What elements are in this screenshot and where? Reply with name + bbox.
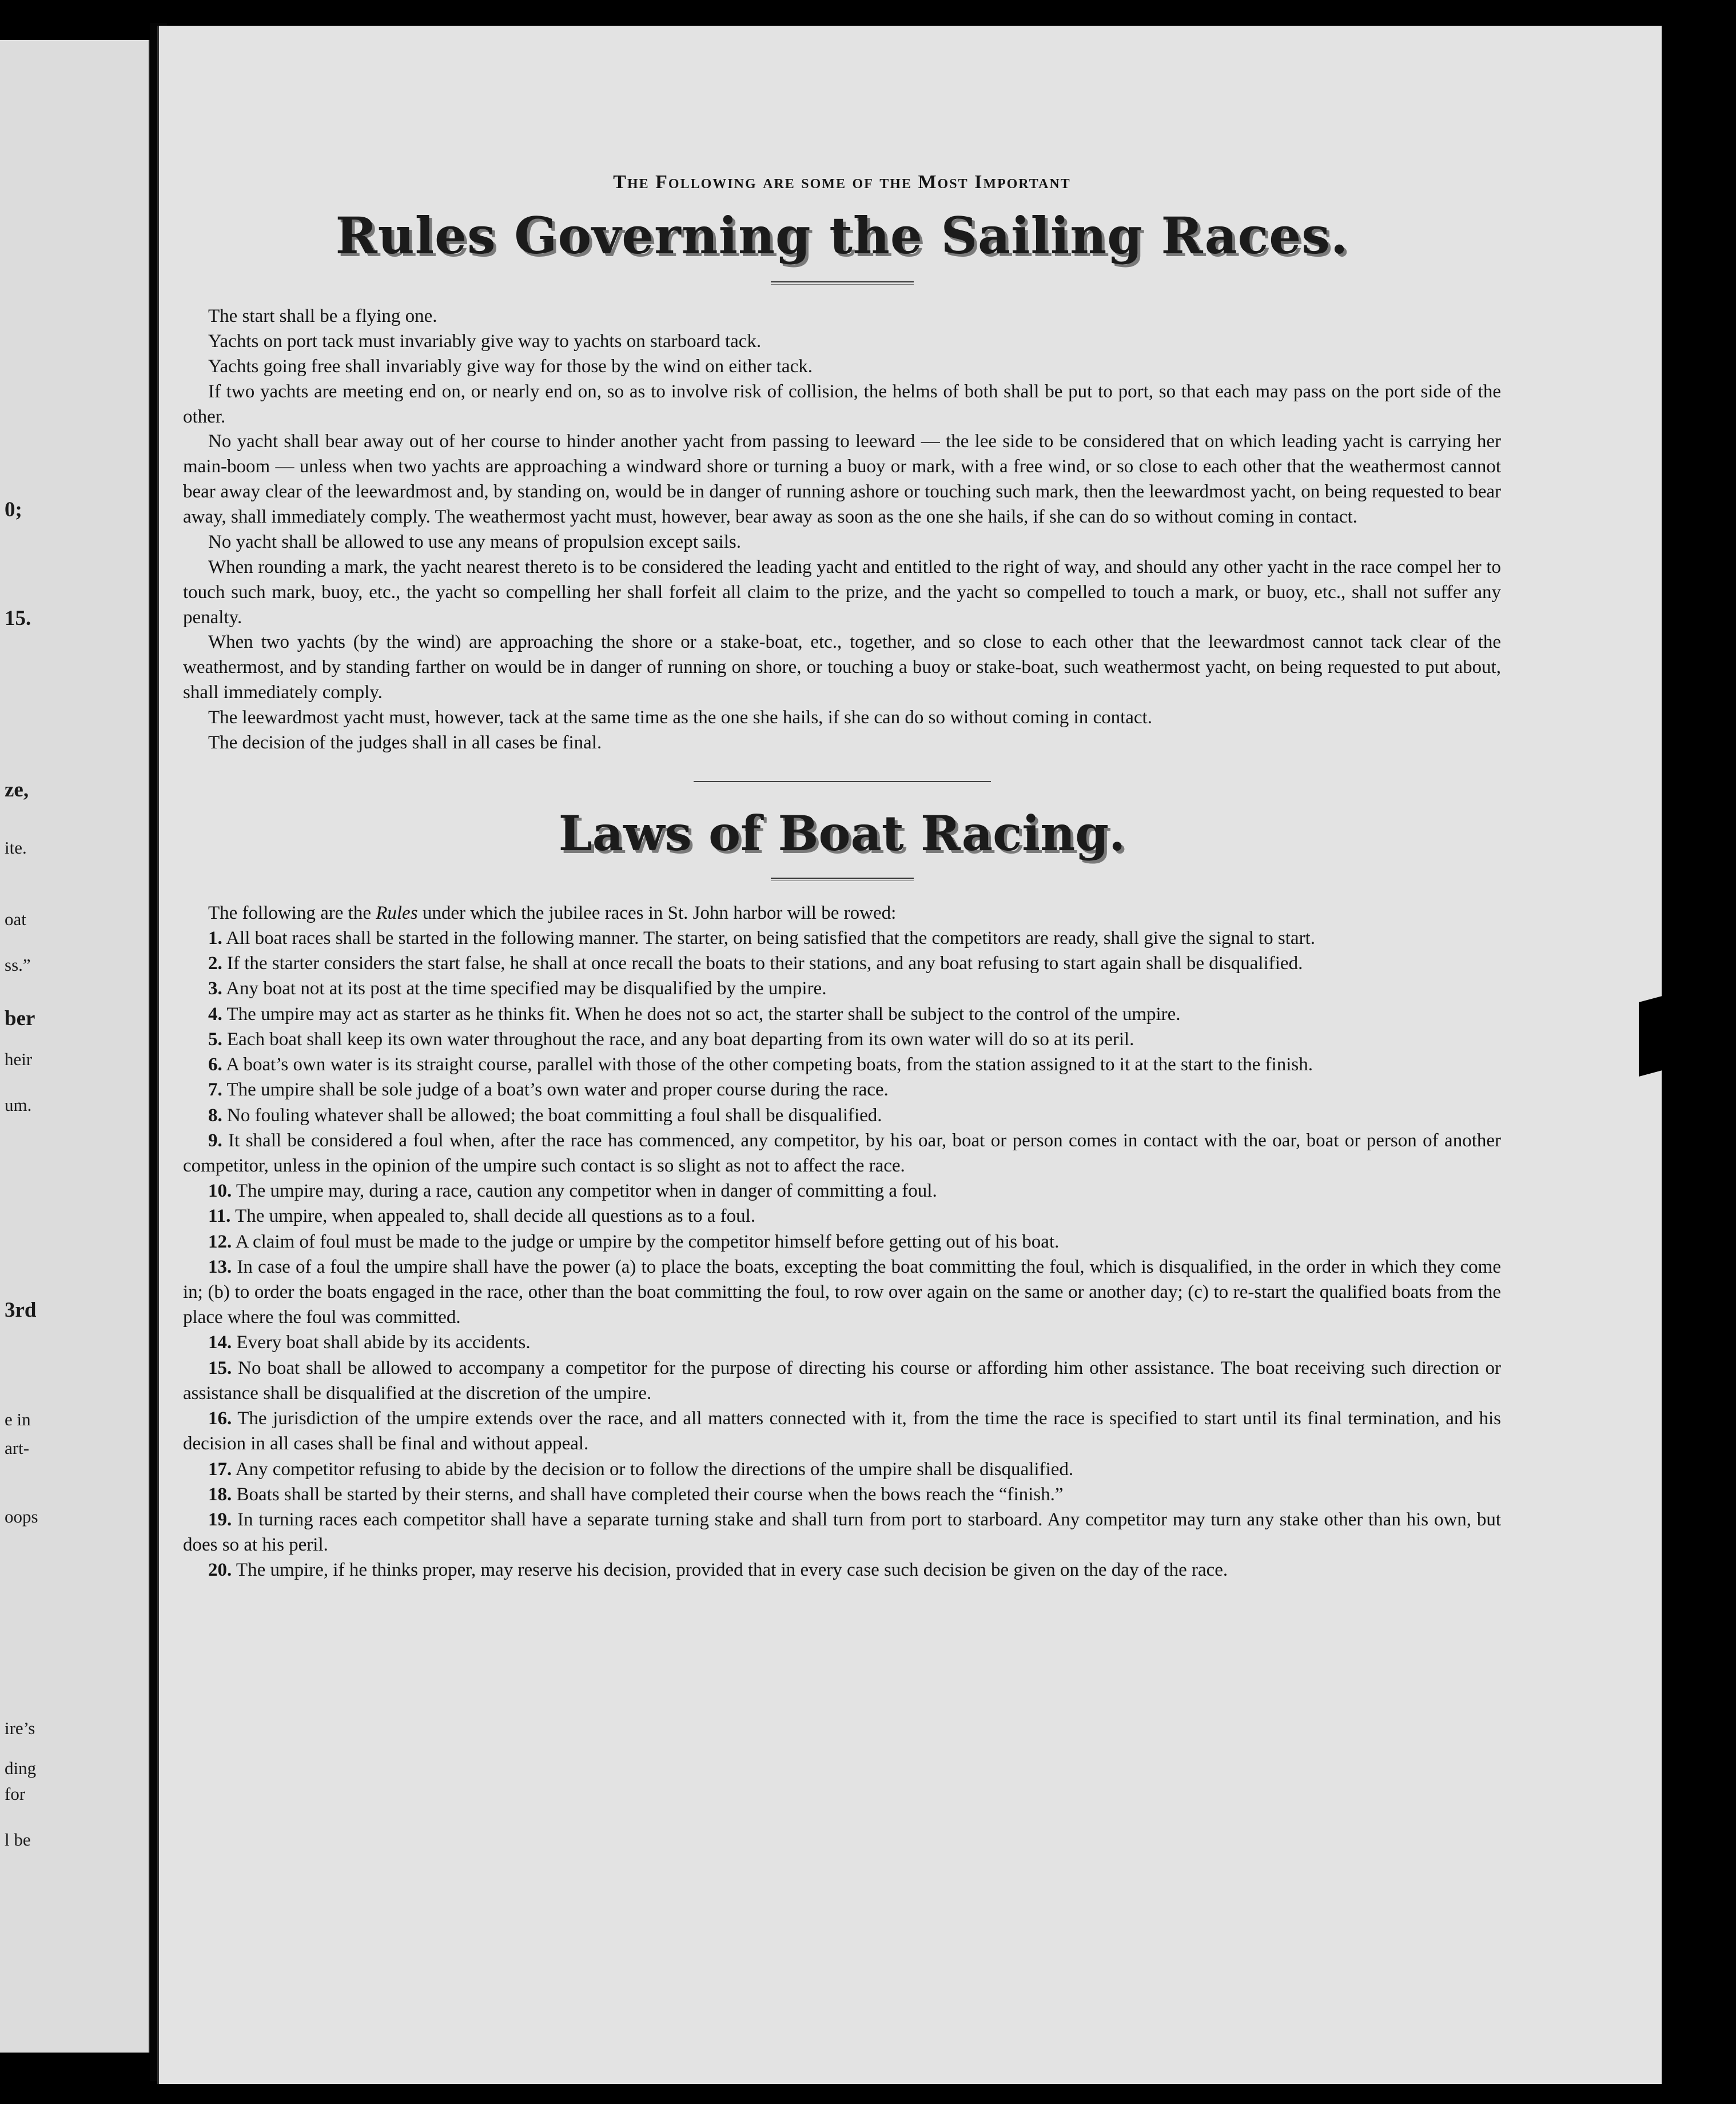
law-item [183, 926, 1501, 951]
left-fragment: ber [5, 1007, 35, 1030]
sailing-rule-paragraph: If two yachts are meeting end on, or nearly end on, so as to involve risk of collision, the helms of both shall be put to port, so that each may pass on the port side of the other. [183, 381, 1501, 427]
law-item [183, 1103, 1501, 1128]
law-item [183, 1254, 1501, 1330]
law-number: 15. [208, 1357, 232, 1378]
law-item [183, 1077, 1501, 1102]
left-fragment: 15. [5, 607, 31, 630]
law-item [183, 1128, 1501, 1178]
law-item [183, 1356, 1501, 1406]
law-number: 11. [208, 1206, 231, 1227]
page-tear [1639, 993, 1673, 1077]
sailing-rule-paragraph: Yachts going free shall invariably give way for those by the wind on either tack. [208, 356, 813, 377]
sailing-rule-paragraph: The decision of the judges shall in all cases be final. [208, 732, 602, 753]
left-fragment: for [5, 1784, 26, 1804]
law-number: 16. [208, 1408, 232, 1429]
law-item [183, 1557, 1501, 1583]
law-item [183, 1052, 1501, 1077]
law-number: 5. [208, 1029, 222, 1050]
title-divider [771, 281, 914, 285]
law-item [183, 1406, 1501, 1456]
law-number: 3. [208, 978, 222, 999]
law-number: 19. [208, 1509, 232, 1530]
law-item [183, 951, 1501, 976]
law-text: Any competitor refusing to abide by the decision or to follow the directions of the umpire shall be disqualified. [235, 1459, 1074, 1480]
left-fragment: oops [5, 1507, 38, 1527]
sailing-rule-paragraph: No yacht shall bear away out of her course to hinder another yacht from passing to leeward — the lee side to be considered that on which leading yacht is carrying her main-boom — unless when two yachts are approaching a windward shore or turning a buoy or mark, with a free wind, or so close to each other that the weathermost cannot bear away clear of the leewardmost and, by standing on, would be in danger of running ashore or touching such mark, then the leewardmost yacht, on being requested to bear away, shall immediately comply. The weathermost yacht must, however, bear away as soon as the one she hails, if she can do so without coming in contact. [183, 431, 1501, 527]
left-fragment: heir [5, 1049, 33, 1069]
law-number: 7. [208, 1079, 222, 1101]
law-text: It shall be considered a foul when, after the race has commenced, any competitor, by his oar, boat or person comes in contact with the oar, boat or person of another competitor, unless in the opinion of the umpire such contact is so slight as not to affect the race. [183, 1130, 1502, 1176]
left-fragment: ite. [5, 838, 27, 858]
law-number: 18. [208, 1484, 232, 1505]
law-number: 9. [208, 1130, 222, 1151]
law-item [183, 1457, 1501, 1482]
law-text: The umpire may, during a race, caution any competitor when in danger of committing a foul. [236, 1181, 937, 1202]
sailing-rules-title: Rules Governing the Sailing Races. [335, 206, 1349, 265]
law-number: 10. [208, 1181, 232, 1202]
left-fragment: um. [5, 1095, 32, 1115]
law-text: No boat shall be allowed to accompany a competitor for the purpose of directing his course or affording him other assistance. The boat receiving such direction or assistance shall be disqualified at the discretion of the umpire. [183, 1357, 1501, 1404]
law-text: All boat races shall be started in the following manner. The starter, on being satisfied that the competitors are ready, shall give the signal to start. [226, 927, 1315, 949]
law-number: 12. [208, 1231, 232, 1252]
boat-racing-title: Laws of Boat Racing. [558, 804, 1126, 862]
law-text: The umpire, if he thinks proper, may reserve his decision, provided that in every case such decision be given on the day of the race. [236, 1560, 1228, 1581]
law-text: In case of a foul the umpire shall have the power (a) to place the boats, excepting the boat committing the foul, which is disqualified, in the order in which they come in; (b) to order the boats engaged in the race, other than the boat committing the foul, to row over again on the same or another day; (c) to re-start the qualified boats from the place where the foul was committed. [183, 1256, 1502, 1328]
law-text: Any boat not at its post at the time specified may be disqualified by the umpire. [226, 978, 827, 999]
sailing-rule-paragraph: When rounding a mark, the yacht nearest thereto is to be considered the leading yacht and entitled to the right of way, and should any other yacht in the race compel her to touch such mark, buoy, etc., the yacht so compelling her shall forfeit all claim to the prize, and the yacht so compelled to touch a mark, or buoy, etc., shall not suffer any penalty. [183, 556, 1501, 628]
laws-intro-emphasis: Rules [376, 902, 418, 923]
law-number: 20. [208, 1560, 232, 1581]
law-text: The umpire, when appealed to, shall decide all questions as to a foul. [235, 1206, 756, 1227]
law-number: 4. [208, 1003, 222, 1025]
law-number: 14. [208, 1332, 232, 1353]
law-text: If the starter considers the start false, he shall at once recall the boats to their stations, and any boat refusing to start again shall be disqualified. [227, 953, 1303, 974]
left-fragment: ire’s [5, 1718, 35, 1738]
law-number: 17. [208, 1459, 232, 1480]
law-item [183, 1002, 1501, 1027]
law-item [183, 1229, 1501, 1254]
law-text: A claim of foul must be made to the judge or umpire by the competitor himself before getting out of his boat. [235, 1231, 1060, 1252]
law-text: The umpire shall be sole judge of a boat’s own water and proper course during the race. [226, 1079, 889, 1101]
left-fragment: ss.” [5, 955, 31, 975]
law-item [183, 1204, 1501, 1229]
kicker-line [183, 172, 1501, 193]
left-fragment: 3rd [5, 1298, 37, 1322]
law-text: Each boat shall keep its own water throughout the race, and any boat departing from its own water will do so at its peril. [227, 1029, 1134, 1050]
sailing-rule-paragraph: No yacht shall be allowed to use any means of propulsion except sails. [208, 531, 742, 552]
left-fragment: art- [5, 1438, 30, 1458]
laws-intro [183, 900, 1501, 926]
law-item [183, 1482, 1501, 1507]
left-fragment: e in [5, 1409, 31, 1429]
law-number: 1. [208, 927, 222, 949]
sailing-rule-paragraph: The start shall be a flying one. [208, 306, 437, 326]
law-item [183, 976, 1501, 1001]
law-text: A boat’s own water is its straight course, parallel with those of the other competing boats, from the station assigned to it at the start to the finish. [226, 1054, 1313, 1075]
sailing-rule-paragraph: The leewardmost yacht must, however, tack at the same time as the one she hails, if she can do so without coming in contact. [208, 707, 1152, 728]
left-fragment: l be [5, 1830, 31, 1850]
law-number: 13. [208, 1256, 232, 1277]
left-fragment: ding [5, 1758, 37, 1778]
title-divider [771, 878, 914, 881]
law-item [183, 1507, 1501, 1557]
law-text: The jurisdiction of the umpire extends over the race, and all matters connected with it, from the time the race is specified to start until its final termination, and his decision in all cases shall be final and without appeal. [183, 1408, 1501, 1455]
left-fragment: 0; [5, 498, 22, 521]
law-item [183, 1330, 1501, 1355]
adjacent-page-fragment [0, 40, 150, 2053]
law-text: In turning races each competitor shall have a separate turning stake and shall turn from port to starboard. Any competitor may turn any stake other than his own, but does so at his peril. [183, 1509, 1501, 1556]
laws-intro-lead: The following are the [208, 902, 376, 923]
law-number: 8. [208, 1105, 222, 1126]
section-divider [694, 781, 991, 782]
laws-intro-tail: under which the jubilee races in St. John harbor will be rowed: [417, 902, 897, 923]
sailing-rule-paragraph: Yachts on port tack must invariably give way to yachts on starboard tack. [208, 330, 762, 352]
law-number: 6. [208, 1054, 222, 1075]
document-content [183, 172, 1501, 1583]
law-text: Every boat shall abide by its accidents. [236, 1332, 531, 1353]
sailing-rules-section [183, 304, 1501, 756]
left-fragment: oat [5, 909, 26, 929]
law-item [183, 1178, 1501, 1204]
boat-racing-laws-section [183, 900, 1501, 1583]
law-text: Boats shall be started by their sterns, and shall have completed their course when the bows reach the “finish.” [236, 1484, 1064, 1505]
law-text: The umpire may act as starter as he thinks fit. When he does not so act, the starter shall be subject to the control of the umpire. [226, 1003, 1181, 1025]
left-fragment: ze, [5, 778, 29, 802]
law-text: No fouling whatever shall be allowed; the boat committing a foul shall be disqualified. [227, 1105, 882, 1126]
law-item [183, 1027, 1501, 1052]
sailing-rule-paragraph: When two yachts (by the wind) are approaching the shore or a stake-boat, etc., together, and so close to each other that the leewardmost cannot tack clear of the weathermost, and by standing farther on would be in danger of running on shore, or touching a buoy or stake-boat, such weathermost yacht, on being requested to put about, shall immediately comply. [183, 632, 1501, 703]
law-number: 2. [208, 953, 222, 974]
kicker-text: The Following are some of the Most Important [613, 172, 1071, 193]
